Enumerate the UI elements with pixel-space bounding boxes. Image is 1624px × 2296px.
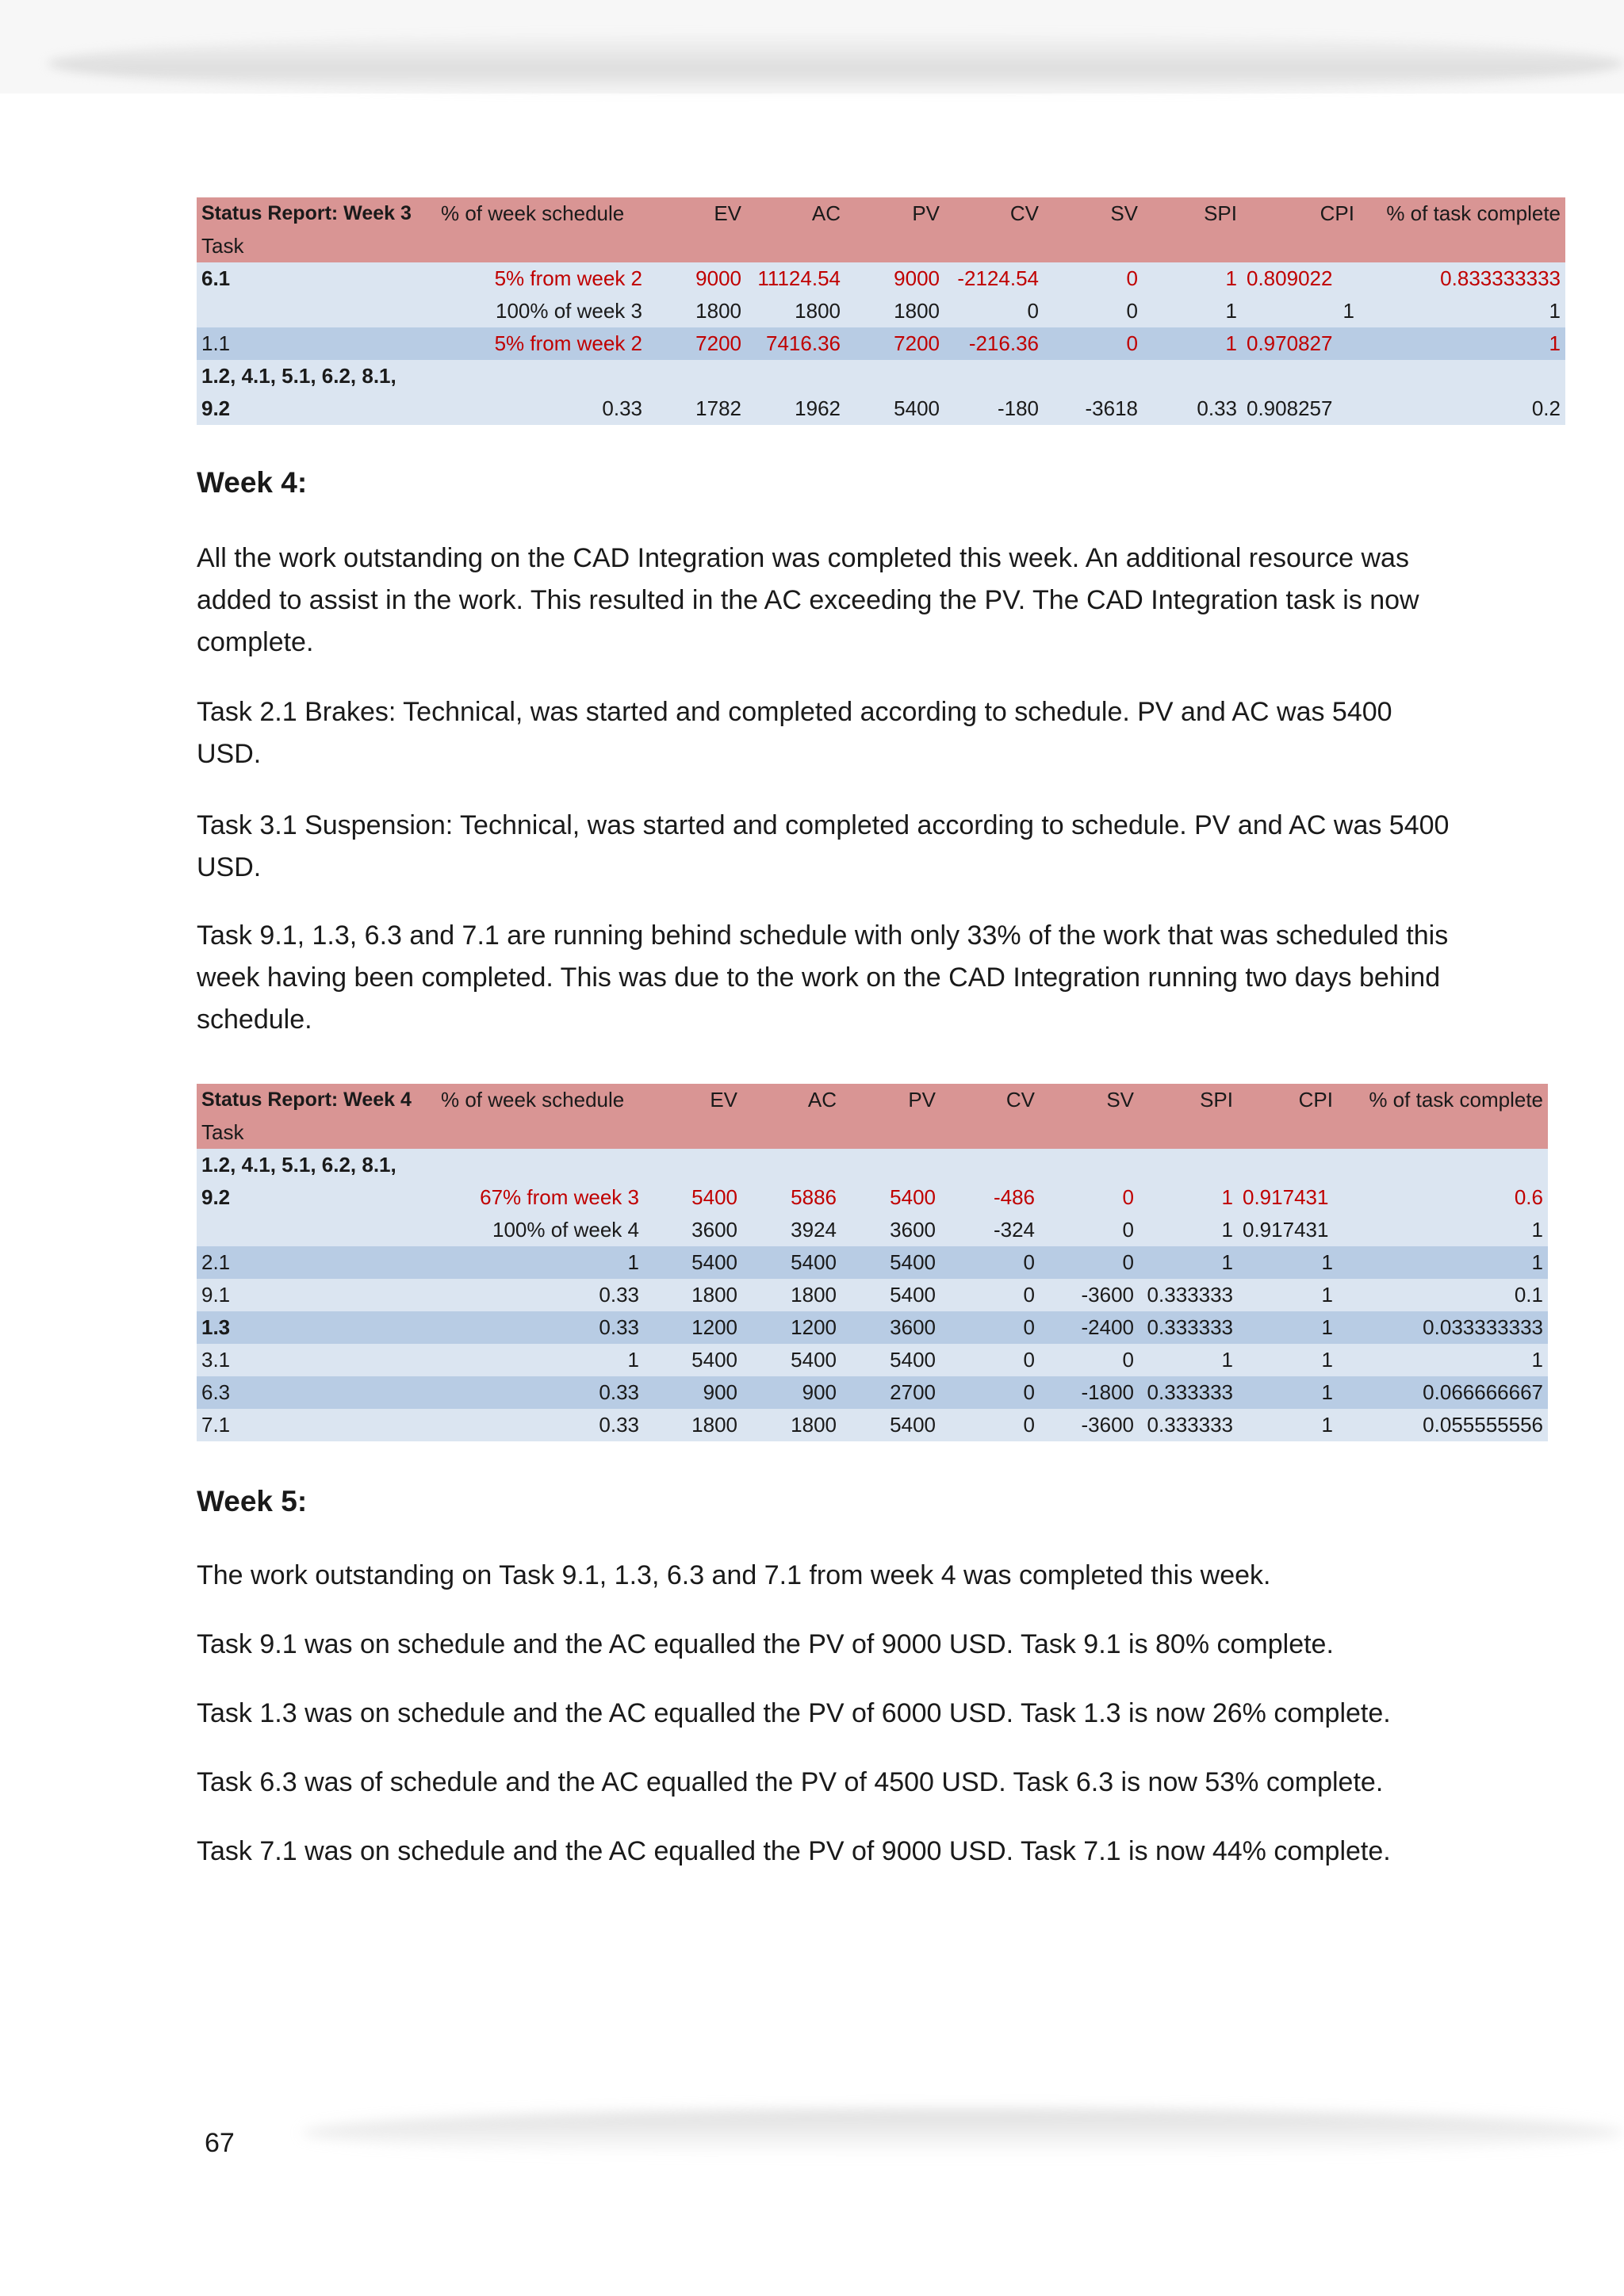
table-row: [197, 1149, 1548, 1181]
task-cell: 1.3: [197, 1311, 436, 1344]
table-cell: 5400: [841, 1246, 940, 1279]
page-top-shadow: [48, 32, 1624, 95]
task-cell: 9.2: [197, 1181, 436, 1214]
table-cell: -3618: [1044, 392, 1143, 425]
table-cell: 0.833333333: [1359, 262, 1565, 295]
table-cell: [1139, 1149, 1238, 1181]
table-cell: -216.36: [944, 327, 1044, 360]
table-cell: 3600: [841, 1214, 940, 1246]
table-row: [197, 392, 1565, 425]
table-cell: 1800: [647, 295, 746, 327]
table-cell: 0: [940, 1311, 1040, 1344]
table-cell: 5400: [841, 1181, 940, 1214]
table-row: [197, 1246, 1548, 1279]
table-cell: 0: [1044, 262, 1143, 295]
task-cell: 9.1: [197, 1279, 436, 1311]
header-cell: % of week schedule: [436, 1084, 644, 1116]
table-cell: 7200: [845, 327, 944, 360]
header-cell: Status Report: Week 4: [197, 1084, 436, 1116]
header-cell: SV: [1044, 197, 1143, 230]
table-cell: 1: [436, 1246, 644, 1279]
header-cell: Status Report: Week 3: [197, 197, 436, 230]
header-cell: CPI: [1238, 1084, 1338, 1116]
week5-paragraph: Task 9.1 was on schedule and the AC equalled the PV of 9000 USD. Task 9.1 is 80% complete.: [197, 1629, 1334, 1659]
week4-paragraph: Task 9.1, 1.3, 6.3 and 7.1 are running behind schedule with only 33% of the work that was scheduled this week having been completed. This was due to the work on the CAD Integration running two days behind schedule.: [197, 920, 1449, 1035]
table-cell: 900: [742, 1376, 841, 1409]
table-cell: 0: [1040, 1181, 1139, 1214]
table-cell: 9000: [845, 262, 944, 295]
table-cell: 5% from week 2: [436, 262, 647, 295]
table-cell: 5400: [644, 1344, 742, 1376]
table-cell: -3600: [1040, 1279, 1139, 1311]
table-cell: 1: [1139, 1246, 1238, 1279]
table-cell: 1800: [644, 1279, 742, 1311]
table-cell: [1143, 360, 1242, 392]
table-cell: 1: [1238, 1311, 1338, 1344]
table-cell: [1338, 1149, 1548, 1181]
task-cell: 7.1: [197, 1409, 436, 1441]
table-cell: 1: [1139, 1344, 1238, 1376]
table-cell: 1800: [742, 1279, 841, 1311]
table-cell: 100% of week 3: [436, 295, 647, 327]
week5-heading: Week 5:: [197, 1485, 308, 1517]
week5-paragraph: Task 6.3 was of schedule and the AC equalled the PV of 4500 USD. Task 6.3 is now 53% complete.: [197, 1767, 1384, 1797]
table-cell: 5400: [742, 1344, 841, 1376]
table-cell: [742, 1149, 841, 1181]
table-subheader-row: [197, 1116, 1548, 1149]
table-cell: 1200: [644, 1311, 742, 1344]
header-cell: % of task complete: [1338, 1084, 1548, 1116]
table-header-row: [197, 1084, 1548, 1116]
table-cell: 0: [940, 1246, 1040, 1279]
week4-paragraph: Task 3.1 Suspension: Technical, was started and completed according to schedule. PV and AC was 5400 USD.: [197, 810, 1450, 882]
table-cell: 0.333333: [1139, 1409, 1238, 1441]
table-cell: 1: [1139, 1214, 1238, 1246]
table-cell: 1: [1139, 1181, 1238, 1214]
table-cell: 0.055555556: [1338, 1409, 1548, 1441]
table-cell: [940, 1149, 1040, 1181]
table-cell: 0.809022: [1242, 262, 1359, 295]
table-cell: 0.917431: [1238, 1181, 1338, 1214]
header-cell: PV: [845, 197, 944, 230]
week4-paragraph: All the work outstanding on the CAD Integration was completed this week. An additional resource was added to assist in the work. This resulted in the AC exceeding the PV. The CAD Integration task is now complete.: [197, 543, 1419, 657]
table-cell: -2400: [1040, 1311, 1139, 1344]
table-cell: 1: [1238, 1409, 1338, 1441]
table-cell: 1: [1238, 1344, 1338, 1376]
table-cell: [436, 360, 647, 392]
table-cell: 0.970827: [1242, 327, 1359, 360]
table-cell: [841, 1149, 940, 1181]
table-cell: 0.2: [1359, 392, 1565, 425]
week5-paragraph: Task 1.3 was on schedule and the AC equalled the PV of 6000 USD. Task 1.3 is now 26% complete.: [197, 1698, 1391, 1728]
page-bottom-shadow: [301, 2109, 1624, 2156]
table-cell: [1242, 360, 1359, 392]
table-subheader-row: [197, 230, 1565, 262]
subheader-cell: Task: [197, 1116, 436, 1149]
table-cell: 0.066666667: [1338, 1376, 1548, 1409]
table-cell: 3600: [644, 1214, 742, 1246]
table-cell: [944, 360, 1044, 392]
header-cell: CV: [940, 1084, 1040, 1116]
table-cell: 0: [1040, 1214, 1139, 1246]
table-cell: 1: [1359, 327, 1565, 360]
table-cell: 0.333333: [1139, 1279, 1238, 1311]
task-cell: 9.2: [197, 392, 436, 425]
table-cell: -3600: [1040, 1409, 1139, 1441]
header-cell: EV: [644, 1084, 742, 1116]
table-header-row: [197, 197, 1565, 230]
table-cell: 0.33: [436, 1279, 644, 1311]
table-row: [197, 1344, 1548, 1376]
table-cell: 9000: [647, 262, 746, 295]
table-cell: 0.33: [1143, 392, 1242, 425]
table-cell: 0: [940, 1376, 1040, 1409]
table-cell: [647, 360, 746, 392]
table-cell: 1800: [742, 1409, 841, 1441]
table-cell: [1238, 1149, 1338, 1181]
table-cell: 1962: [746, 392, 845, 425]
table-cell: 1: [436, 1344, 644, 1376]
table-cell: 1: [1143, 327, 1242, 360]
table-cell: 0.917431: [1238, 1214, 1338, 1246]
table-cell: 1: [1143, 295, 1242, 327]
table-cell: 0: [1044, 327, 1143, 360]
task-cell: [197, 295, 436, 327]
table-row: [197, 360, 1565, 392]
table-cell: 1: [1338, 1214, 1548, 1246]
table-cell: 1: [1242, 295, 1359, 327]
header-cell: % of week schedule: [436, 197, 647, 230]
table-cell: 5400: [644, 1246, 742, 1279]
table-cell: [1359, 360, 1565, 392]
task-cell: 1.2, 4.1, 5.1, 6.2, 8.1,: [197, 360, 436, 392]
table-cell: 900: [644, 1376, 742, 1409]
table-cell: -2124.54: [944, 262, 1044, 295]
task-cell: 1.2, 4.1, 5.1, 6.2, 8.1,: [197, 1149, 436, 1181]
table-cell: 0: [944, 295, 1044, 327]
table-cell: 100% of week 4: [436, 1214, 644, 1246]
table-cell: 1: [1238, 1246, 1338, 1279]
table-cell: 5400: [644, 1181, 742, 1214]
table-cell: 67% from week 3: [436, 1181, 644, 1214]
header-cell: AC: [746, 197, 845, 230]
table-cell: 5% from week 2: [436, 327, 647, 360]
week5-paragraph: The work outstanding on Task 9.1, 1.3, 6.3 and 7.1 from week 4 was completed this week.: [197, 1560, 1271, 1590]
task-cell: 2.1: [197, 1246, 436, 1279]
task-cell: 3.1: [197, 1344, 436, 1376]
table-cell: -1800: [1040, 1376, 1139, 1409]
header-cell: PV: [841, 1084, 940, 1116]
table-cell: 0.6: [1338, 1181, 1548, 1214]
header-cell: CPI: [1242, 197, 1359, 230]
table-cell: 7200: [647, 327, 746, 360]
header-cell: SPI: [1139, 1084, 1238, 1116]
week4-heading: Week 4:: [197, 466, 308, 499]
week4-paragraph: Task 2.1 Brakes: Technical, was started and completed according to schedule. PV and AC was 5400 USD.: [197, 697, 1392, 769]
header-cell: AC: [742, 1084, 841, 1116]
table-cell: 1: [1238, 1279, 1338, 1311]
header-cell: CV: [944, 197, 1044, 230]
table-cell: 5400: [841, 1409, 940, 1441]
task-cell: 6.1: [197, 262, 436, 295]
week5-paragraph: Task 7.1 was on schedule and the AC equalled the PV of 9000 USD. Task 7.1 is now 44% complete.: [197, 1836, 1391, 1866]
table-cell: [1044, 360, 1143, 392]
table-cell: 1782: [647, 392, 746, 425]
table-cell: 1: [1359, 295, 1565, 327]
table-cell: 5400: [742, 1246, 841, 1279]
table-cell: 1: [1338, 1246, 1548, 1279]
task-cell: 6.3: [197, 1376, 436, 1409]
task-cell: 1.1: [197, 327, 436, 360]
table-cell: 0: [940, 1409, 1040, 1441]
table-cell: 1800: [845, 295, 944, 327]
table-cell: 0.33: [436, 1311, 644, 1344]
header-cell: SV: [1040, 1084, 1139, 1116]
table-cell: 0.33: [436, 1409, 644, 1441]
table-cell: [644, 1149, 742, 1181]
header-cell: SPI: [1143, 197, 1242, 230]
table-cell: 1800: [644, 1409, 742, 1441]
table-row: [197, 1279, 1548, 1311]
table-cell: 0.333333: [1139, 1311, 1238, 1344]
table-row: [197, 295, 1565, 327]
table-cell: [845, 360, 944, 392]
table-cell: 1200: [742, 1311, 841, 1344]
table-row: [197, 262, 1565, 295]
table-cell: 7416.36: [746, 327, 845, 360]
status-report-week4-table: [197, 1084, 1548, 1441]
table-cell: 5400: [845, 392, 944, 425]
table-cell: 5886: [742, 1181, 841, 1214]
table-cell: 3600: [841, 1311, 940, 1344]
table-cell: 0.33: [436, 1376, 644, 1409]
table-cell: [1040, 1149, 1139, 1181]
table-row: [197, 327, 1565, 360]
table-cell: 1800: [746, 295, 845, 327]
table-cell: -486: [940, 1181, 1040, 1214]
task-cell: [197, 1214, 436, 1246]
table-row: [197, 1376, 1548, 1409]
table-cell: 0.1: [1338, 1279, 1548, 1311]
status-report-week3-table: [197, 197, 1565, 425]
table-cell: 5400: [841, 1279, 940, 1311]
page-number: 67: [205, 2128, 235, 2158]
table-cell: 0: [1040, 1246, 1139, 1279]
table-cell: 0: [940, 1344, 1040, 1376]
table-row: [197, 1311, 1548, 1344]
table-cell: 2700: [841, 1376, 940, 1409]
table-cell: 0: [1044, 295, 1143, 327]
table-cell: 0: [940, 1279, 1040, 1311]
table-row: [197, 1409, 1548, 1441]
header-cell: EV: [647, 197, 746, 230]
table-cell: 0.333333: [1139, 1376, 1238, 1409]
header-cell: % of task complete: [1359, 197, 1565, 230]
table-row: [197, 1181, 1548, 1214]
table-cell: 0.908257: [1242, 392, 1359, 425]
table-cell: 5400: [841, 1344, 940, 1376]
table-cell: 0.33: [436, 392, 647, 425]
table-cell: -324: [940, 1214, 1040, 1246]
table-cell: 11124.54: [746, 262, 845, 295]
table-cell: 1: [1143, 262, 1242, 295]
table-cell: -180: [944, 392, 1044, 425]
table-row: [197, 1214, 1548, 1246]
table-cell: 1: [1338, 1344, 1548, 1376]
table-cell: 0: [1040, 1344, 1139, 1376]
table-cell: [746, 360, 845, 392]
subheader-cell: Task: [197, 230, 436, 262]
table-cell: 0.033333333: [1338, 1311, 1548, 1344]
table-cell: 3924: [742, 1214, 841, 1246]
table-cell: 1: [1238, 1376, 1338, 1409]
table-cell: [436, 1149, 644, 1181]
